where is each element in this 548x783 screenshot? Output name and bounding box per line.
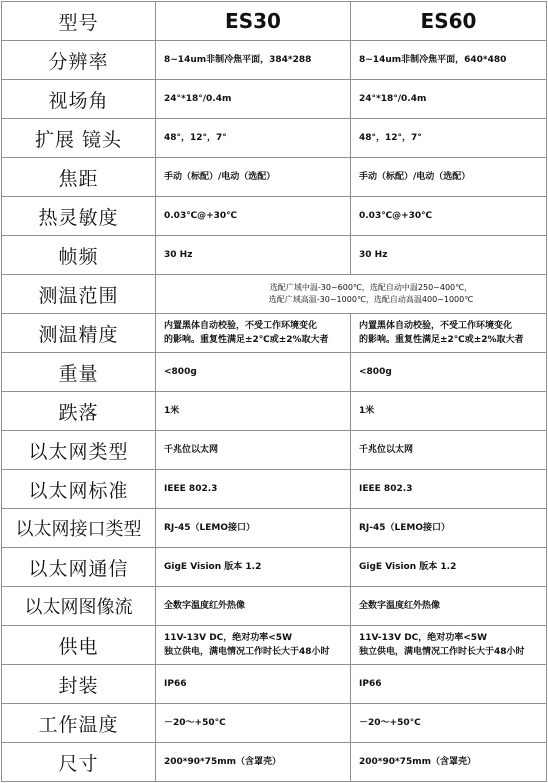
es60-value: IEEE 802.3	[351, 470, 547, 509]
row-label: 热灵敏度	[2, 197, 156, 236]
es60-value: 30 Hz	[351, 236, 547, 275]
es30-value: 1米	[156, 392, 351, 431]
es30-value: GigE Vision 版本 1.2	[156, 548, 351, 587]
table-row	[2, 704, 547, 743]
es30-value: 千兆位以太网	[156, 431, 351, 470]
row-label: 焦距	[2, 158, 156, 197]
es30-value: RJ-45（LEMO接口）	[156, 509, 351, 548]
table-row	[2, 314, 547, 353]
es30-value: 24°*18°/0.4m	[156, 80, 351, 119]
value-line: 的影响。重复性满足±2℃或±2%取大者	[359, 335, 524, 345]
es30-value: IEEE 802.3	[156, 470, 351, 509]
row-label: 封装	[2, 665, 156, 704]
es60-value: IP66	[351, 665, 547, 704]
es30-value	[156, 626, 351, 665]
es60-value: 手动（标配）/电动（选配）	[351, 158, 547, 197]
range-line: 选配广域中温-30~600℃，选配自动中温250~400℃，	[269, 283, 473, 292]
es30-value: 手动（标配）/电动（选配）	[156, 158, 351, 197]
es60-value: 1米	[351, 392, 547, 431]
range-line: 选配广域高温-30~1000℃，选配自动高温400~1000℃	[268, 295, 474, 304]
table-row	[2, 431, 547, 470]
model-es60-header: ES60	[351, 2, 547, 41]
table-row	[2, 626, 547, 665]
table-row	[2, 197, 547, 236]
table-row	[2, 275, 547, 314]
es30-value: <800g	[156, 353, 351, 392]
value-line: 内置黑体自动校验，不受工作环境变化	[164, 321, 318, 331]
es30-value: 全数字温度红外热像	[156, 587, 351, 626]
row-label: 跌落	[2, 392, 156, 431]
es60-value: 24°*18°/0.4m	[351, 80, 547, 119]
table-row	[2, 587, 547, 626]
table-row	[2, 353, 547, 392]
es30-value	[156, 314, 351, 353]
es60-value: 8~14um非制冷焦平面，640*480	[351, 41, 547, 80]
es30-value: 200*90*75mm（含罩壳）	[156, 743, 351, 782]
row-label: 帧频	[2, 236, 156, 275]
spec-table	[1, 1, 547, 782]
es30-value: 48°，12°，7°	[156, 119, 351, 158]
es60-value	[351, 314, 547, 353]
model-es30-header: ES30	[156, 2, 351, 41]
table-row	[2, 548, 547, 587]
row-label: 供电	[2, 626, 156, 665]
table-row	[2, 470, 547, 509]
es30-value: IP66	[156, 665, 351, 704]
value-line: 11V-13V DC，绝对功率<5W	[359, 633, 487, 643]
es60-value: 200*90*75mm（含罩壳）	[351, 743, 547, 782]
es60-value: 全数字温度红外热像	[351, 587, 547, 626]
row-label: 视场角	[2, 80, 156, 119]
value-line: 独立供电，满电情况工作时长大于48小时	[164, 647, 330, 657]
table-row	[2, 41, 547, 80]
row-label: 工作温度	[2, 704, 156, 743]
value-line: 11V-13V DC，绝对功率<5W	[164, 633, 292, 643]
temperature-range-merged-value	[156, 275, 547, 314]
row-label: 以太网标准	[2, 470, 156, 509]
es30-value: 30 Hz	[156, 236, 351, 275]
value-line: 的影响。重复性满足±2℃或±2%取大者	[164, 335, 329, 345]
table-row	[2, 119, 547, 158]
es60-value: <800g	[351, 353, 547, 392]
es60-value: 0.03℃@+30℃	[351, 197, 547, 236]
es60-value	[351, 626, 547, 665]
table-row	[2, 665, 547, 704]
table-row	[2, 236, 547, 275]
table-row	[2, 743, 547, 782]
row-label: 分辨率	[2, 41, 156, 80]
es30-value: 8~14um非制冷焦平面，384*288	[156, 41, 351, 80]
row-label: 以太网类型	[2, 431, 156, 470]
row-label: 测温范围	[2, 275, 156, 314]
table-row	[2, 392, 547, 431]
es30-value: 0.03℃@+30℃	[156, 197, 351, 236]
es60-value: －20～+50°C	[351, 704, 547, 743]
value-line: 内置黑体自动校验，不受工作环境变化	[359, 321, 513, 331]
row-label: 尺寸	[2, 743, 156, 782]
table-row	[2, 509, 547, 548]
row-label: 以太网通信	[2, 548, 156, 587]
header-row	[2, 2, 547, 41]
row-label: 重量	[2, 353, 156, 392]
es60-value: RJ-45（LEMO接口）	[351, 509, 547, 548]
model-label: 型号	[2, 2, 156, 41]
es30-value: －20～+50°C	[156, 704, 351, 743]
es60-value: 千兆位以太网	[351, 431, 547, 470]
table-row	[2, 80, 547, 119]
es60-value: 48°，12°，7°	[351, 119, 547, 158]
value-line: 独立供电，满电情况工作时长大于48小时	[359, 647, 525, 657]
row-label: 以太网接口类型	[2, 509, 156, 548]
row-label: 扩展 镜头	[2, 119, 156, 158]
row-label: 以太网图像流	[2, 587, 156, 626]
row-label: 测温精度	[2, 314, 156, 353]
table-row	[2, 158, 547, 197]
es60-value: GigE Vision 版本 1.2	[351, 548, 547, 587]
